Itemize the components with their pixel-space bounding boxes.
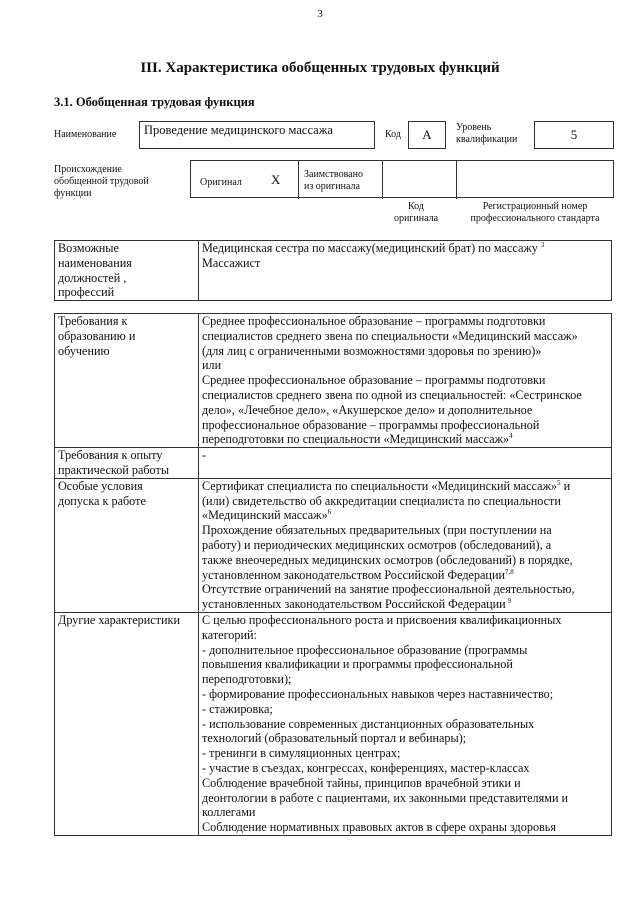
requirement-text: дело», «Лечебное дело», «Акушерское дело» и дополнительное xyxy=(202,402,533,417)
name-value-box xyxy=(139,121,375,149)
requirement-line xyxy=(202,358,608,373)
requirement-text: и xyxy=(560,478,571,493)
requirement-label-cell xyxy=(55,314,199,448)
requirement-label-line: Особые условия xyxy=(58,478,143,493)
subsection-title: 3.1. Обобщенная трудовая функция xyxy=(54,95,255,109)
requirement-text: повышения квалификации и программы профессиональной xyxy=(202,657,513,672)
requirement-text: - использование современных дистанционных образовательных xyxy=(202,716,535,731)
requirement-line xyxy=(202,538,608,553)
requirement-line xyxy=(202,508,608,523)
requirement-line xyxy=(202,494,608,509)
requirement-label-line: практической работы xyxy=(58,462,170,477)
code-value: А xyxy=(422,127,432,142)
requirement-text: (для лиц с ограниченными возможностями здоровья по зрению)» xyxy=(202,343,542,358)
requirement-text: коллегами xyxy=(202,805,256,820)
requirement-line xyxy=(202,687,608,702)
requirement-text: установленном законодательством Российской Федерации xyxy=(202,567,506,582)
level-value-box xyxy=(534,121,614,149)
code-origin-caption-line: оригинала xyxy=(393,213,439,224)
requirement-text: деонтологии в работе с пациентами, их законными представителями и xyxy=(202,790,569,805)
level-label-line: Уровень xyxy=(456,122,492,133)
requirement-line xyxy=(202,388,608,403)
requirement-text: Соблюдение нормативных правовых актов в сфере охраны здоровья xyxy=(202,820,556,835)
requirement-line xyxy=(202,373,608,388)
origin-label-line: Происхождение xyxy=(54,164,122,175)
name-value: Проведение медицинского массажа xyxy=(144,123,333,137)
requirement-line xyxy=(202,582,608,597)
requirement-line xyxy=(202,418,608,433)
requirement-text: Среднее профессиональное образование – программы подготовки xyxy=(202,373,546,388)
requirement-line xyxy=(202,657,608,672)
origin-grid xyxy=(190,160,614,198)
borrowed-label-line: из оригинала xyxy=(304,181,360,192)
requirement-line xyxy=(202,403,608,418)
table-row xyxy=(55,241,612,301)
footnote-ref: 7,8 xyxy=(505,567,514,576)
requirement-label-line: допуска к работе xyxy=(58,493,146,508)
requirement-text: переподготовки по специальности «Медицинский массаж» xyxy=(202,432,510,447)
requirement-text: - xyxy=(202,448,207,463)
code-label: Код xyxy=(385,129,401,140)
requirement-line xyxy=(202,314,608,329)
requirement-label-line: Требования к опыту xyxy=(58,448,163,463)
level-label xyxy=(456,122,517,146)
requirement-text: установленных законодательством Российской Федерации xyxy=(202,597,506,612)
requirement-line xyxy=(202,776,608,791)
requirement-line xyxy=(202,613,608,628)
requirement-line xyxy=(202,479,608,494)
table-row xyxy=(55,314,612,448)
footnote-ref: 4 xyxy=(509,432,513,441)
requirement-line xyxy=(202,717,608,732)
requirement-text: технологий (образовательный портал и вебинары); xyxy=(202,731,467,746)
requirement-line xyxy=(202,702,608,717)
requirement-label-line: обучению xyxy=(58,343,110,358)
positions-label-line: наименования xyxy=(58,255,132,270)
requirement-text: профессиональное образование – программы профессиональной xyxy=(202,417,540,432)
requirement-text: специалистов среднего звена по одной из специальностей: «Сестринское xyxy=(202,387,582,402)
requirement-text: Соблюдение врачебной тайны, принципов врачебной этики и xyxy=(202,775,521,790)
requirement-line xyxy=(202,672,608,687)
requirement-value-cell xyxy=(199,478,612,612)
requirement-line xyxy=(202,820,608,835)
requirement-text: «Медицинский массаж» xyxy=(202,508,328,523)
page-number: 3 xyxy=(317,8,323,20)
position-line: Массажист xyxy=(202,255,261,270)
requirements-table xyxy=(54,313,612,836)
requirement-text: категорий: xyxy=(202,627,257,642)
requirement-label-line: Другие характеристики xyxy=(58,612,180,627)
requirement-text: специалистов среднего звена по специальности «Медицинский массаж» xyxy=(202,328,578,343)
requirement-line xyxy=(202,448,608,463)
table-row xyxy=(55,612,612,835)
requirement-line xyxy=(202,761,608,776)
positions-label-line: профессий xyxy=(58,285,115,300)
requirement-value-cell xyxy=(199,314,612,448)
requirement-value-cell xyxy=(199,448,612,479)
requirement-line xyxy=(202,643,608,658)
origin-label-line: функции xyxy=(54,188,92,199)
section-title: III. Характеристика обобщенных трудовых функций xyxy=(140,60,500,76)
reg-number-caption-line: профессионального стандарта xyxy=(470,213,600,224)
name-label: Наименование xyxy=(54,129,117,140)
requirement-text: (или) свидетельство об аккредитации специалиста по специальности xyxy=(202,493,561,508)
requirement-line xyxy=(202,329,608,344)
requirement-line xyxy=(202,805,608,820)
requirement-text: Отсутствие ограничений на занятие профессиональной деятельностью, xyxy=(202,582,575,597)
reg-number-caption xyxy=(456,201,614,225)
requirement-label-cell xyxy=(55,478,199,612)
code-origin-caption xyxy=(380,201,452,225)
requirement-line xyxy=(202,731,608,746)
borrowed-label-line: Заимствовано xyxy=(304,169,363,180)
origin-label xyxy=(54,164,149,200)
footnote-ref: 9 xyxy=(505,597,511,606)
requirement-line xyxy=(202,628,608,643)
requirement-text: работу) и периодических медицинских осмотров (обследований), а xyxy=(202,537,552,552)
positions-value-cell xyxy=(199,241,612,301)
requirement-text: - формирование профессиональных навыков через наставничество; xyxy=(202,686,554,701)
level-label-line: квалификации xyxy=(456,134,518,145)
requirement-line xyxy=(202,523,608,538)
position-text: Медицинская сестра по массажу(медицинский брат) по массажу xyxy=(202,241,538,255)
requirement-text: Сертификат специалиста по специальности «Медицинский массаж» xyxy=(202,478,558,493)
table-row xyxy=(55,478,612,612)
footnote-ref: 5 xyxy=(557,478,561,487)
requirement-label-line: Требования к xyxy=(58,314,128,328)
table-row xyxy=(55,448,612,479)
requirement-line xyxy=(202,432,608,447)
original-label: Оригинал xyxy=(200,177,242,188)
positions-label-line: должностей , xyxy=(58,270,127,285)
code-origin-caption-line: Код xyxy=(408,201,424,212)
positions-label-cell xyxy=(55,241,199,301)
requirement-label-cell xyxy=(55,612,199,835)
requirement-text: С целью профессионального роста и присвоения квалификационных xyxy=(202,612,562,627)
requirement-text: или xyxy=(202,358,222,373)
requirement-text: - стажировка; xyxy=(202,701,273,716)
requirement-line xyxy=(202,553,608,568)
level-value: 5 xyxy=(570,127,578,142)
requirement-text: - тренинги в симуляционных центрах; xyxy=(202,746,401,761)
code-value-box xyxy=(408,121,446,149)
position-line xyxy=(202,241,608,256)
requirement-text: Прохождение обязательных предварительных (при поступлении на xyxy=(202,523,552,538)
requirement-label-line: образованию и xyxy=(58,328,136,343)
original-mark: X xyxy=(271,172,281,187)
requirement-label-cell xyxy=(55,448,199,479)
requirement-line xyxy=(202,746,608,761)
requirement-line xyxy=(202,344,608,359)
requirement-text: - дополнительное профессиональное образование (программы xyxy=(202,642,528,657)
reg-number-caption-line: Регистрационный номер xyxy=(482,201,588,212)
positions-table xyxy=(54,240,612,301)
requirement-text: также внеочередных медицинских осмотров (обследований) в порядке, xyxy=(202,552,573,567)
origin-label-line: обобщенной трудовой xyxy=(54,176,149,187)
requirement-line xyxy=(202,568,608,583)
borrowed-label xyxy=(304,169,363,193)
requirement-text: Среднее профессиональное образование – программы подготовки xyxy=(202,314,546,328)
requirement-line xyxy=(202,597,608,612)
requirement-value-cell xyxy=(199,612,612,835)
positions-label-line: Возможные xyxy=(58,241,119,255)
footnote-ref: 3 xyxy=(540,240,545,249)
requirement-text: - участие в съездах, конгрессах, конференциях, мастер-классах xyxy=(202,760,530,775)
footnote-ref: 6 xyxy=(327,508,332,517)
requirement-text: переподготовки); xyxy=(202,672,292,687)
requirement-line xyxy=(202,791,608,806)
